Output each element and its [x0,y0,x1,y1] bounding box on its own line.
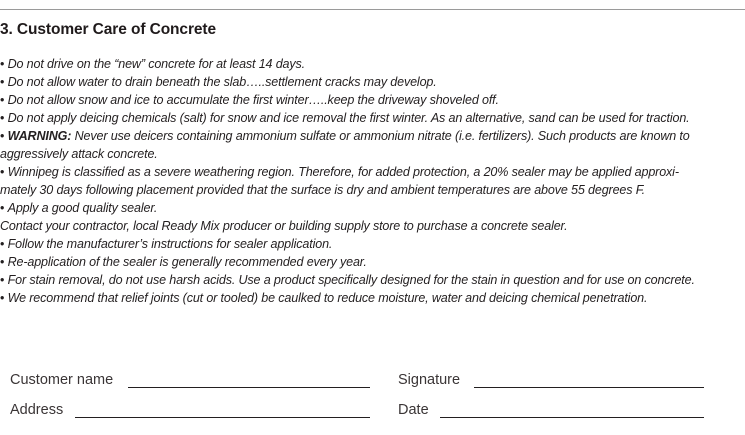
instruction-text: Follow the manufacturer’s instructions for sealer application. [7,237,333,251]
instruction-line [0,235,743,253]
bullet-marker: • [0,165,8,179]
customer-name-field[interactable] [10,370,361,390]
form-row-1 [0,370,745,390]
section-heading: 3. Customer Care of Concrete [0,21,216,38]
instruction-text: Contact your contractor, local Ready Mix producer or building supply store to purchase a concrete sealer. [0,219,568,233]
instruction-text: Apply a good quality sealer. [7,201,158,215]
signature-line[interactable] [474,387,704,388]
instruction-text: Re-application of the sealer is generally recommended every year. [7,255,367,269]
bullet-marker: • [0,75,8,89]
address-label: Address [10,402,64,418]
instruction-text: Do not apply deicing chemicals (salt) for snow and ice removal the first winter. As an alternative, sand can be used for traction. [7,111,690,125]
instruction-line [0,73,743,91]
care-instructions [0,55,745,307]
instruction-text: mately 30 days following placement provided that the surface is dry and ambient temperatures are above 55 degrees F. [0,183,645,197]
instruction-text: Do not allow water to drain beneath the slab…..settlement cracks may develop. [7,75,437,89]
instruction-text: Do not allow snow and ice to accumulate the first winter…..keep the driveway shoveled off. [7,93,499,107]
bullet-marker: • [0,57,8,71]
bullet-marker: • [0,201,8,215]
instruction-line [0,109,743,127]
address-field[interactable] [10,400,361,420]
instruction-text: Do not drive on the “new” concrete for at least 14 days. [7,57,306,71]
instruction-line [0,289,743,307]
bullet-marker: • [0,237,8,251]
instruction-line [0,253,743,271]
instruction-line [0,217,743,235]
customer-name-label: Customer name [10,372,114,388]
instruction-line [0,145,743,163]
instruction-text: For stain removal, do not use harsh acids. Use a product specifically designed for the stain in question and for use on concrete. [7,273,695,287]
instruction-line [0,91,743,109]
bullet-marker: • [0,129,8,143]
signature-field[interactable] [398,370,705,390]
instruction-text: Never use deicers containing ammonium sulfate or ammonium nitrate (i.e. fertilizers). Such products are known to [71,129,690,143]
bullet-marker: • [0,291,8,305]
bullet-marker: • [0,273,8,287]
instruction-text: We recommend that relief joints (cut or tooled) be caulked to reduce moisture, water and deicing chemical penetration. [7,291,648,305]
instruction-text: Winnipeg is classified as a severe weathering region. Therefore, for added protection, a 20% sealer may be applied approxi- [7,165,679,179]
warning-label: WARNING: [7,129,72,143]
address-line[interactable] [75,417,370,418]
customer-name-line[interactable] [128,387,370,388]
instruction-text: aggressively attack concrete. [0,147,158,161]
instruction-line [0,181,743,199]
signature-label: Signature [398,372,461,388]
instruction-line [0,55,743,73]
form-row-2 [0,400,745,420]
instruction-line [0,199,743,217]
top-divider [0,9,745,10]
bullet-marker: • [0,93,8,107]
instruction-line [0,127,743,145]
date-line[interactable] [440,417,704,418]
bullet-marker: • [0,255,8,269]
date-field[interactable] [398,400,705,420]
instruction-line [0,271,743,289]
instruction-line [0,163,743,181]
date-label: Date [398,402,429,418]
bullet-marker: • [0,111,8,125]
